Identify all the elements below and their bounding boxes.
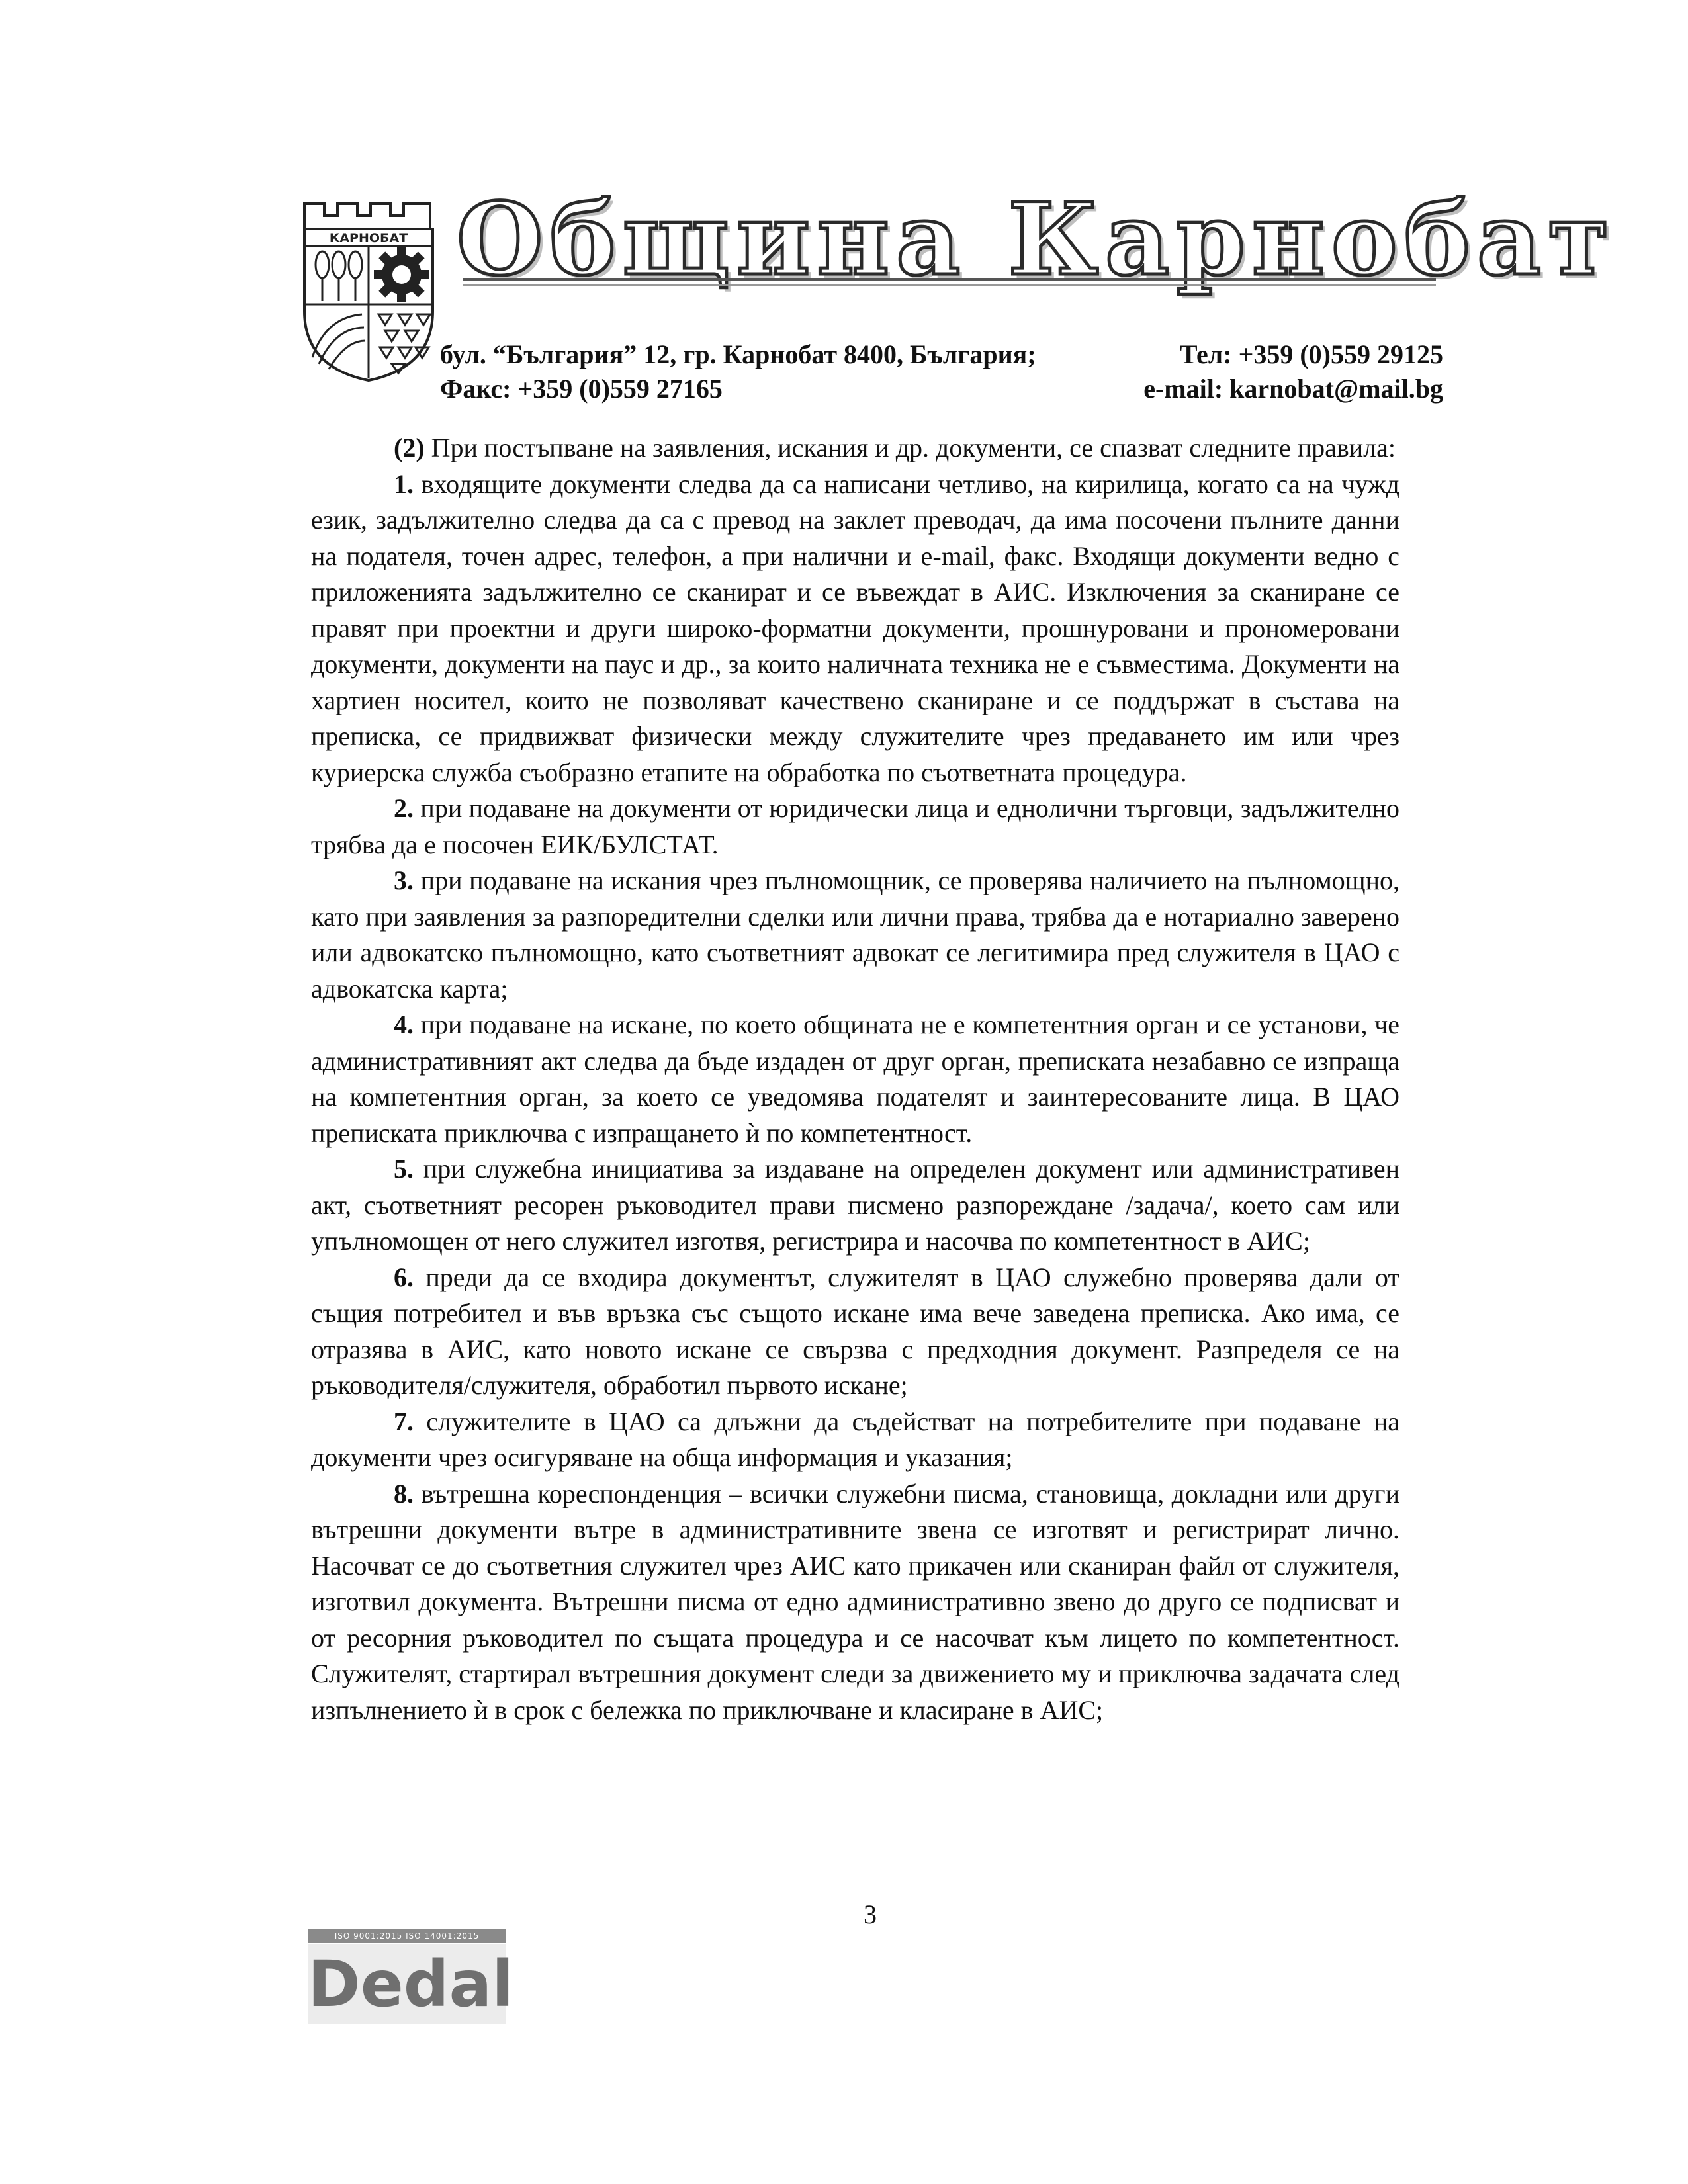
rule-text: служителите в ЦАО са длъжни да съдействат на потребителите при подаване на документи чрез осигуряване на обща информация и указания;	[311, 1406, 1399, 1472]
rule-number: 2.	[394, 793, 414, 823]
rule-item	[311, 1151, 1399, 1260]
rule-number: 6.	[394, 1262, 414, 1292]
rule-text: при подаване на искания чрез пълномощник, се проверява наличието на пълномощно, като при заявления за разпоредителни сделки или лични права, трябва да е нотариално заверено или адвокатско пълномощно, като съответният адвокат се легитимира пред служителя в ЦАО с адвокатска карта;	[311, 865, 1399, 1004]
rule-item	[311, 1404, 1399, 1476]
certification-brand: Dedal	[308, 1944, 506, 2024]
rule-text: при подаване на искане, по което общината не е компетентния орган и се установи, че административният акт следва да бъде издаден от друг орган, преписката незабавно се изпраща на компетентния орган, за което се уведомява подателят и заинтересованите лица. В ЦАО преписката приключва с изпращането ѝ по компетентност.	[311, 1010, 1399, 1148]
svg-text:КАРНОБАТ: КАРНОБАТ	[329, 231, 408, 245]
address-line: бул. “България” 12, гр. Карнобат 8400, България;	[440, 339, 1036, 369]
rule-number: 5.	[394, 1154, 414, 1184]
rule-item	[311, 1476, 1399, 1729]
rule-item	[311, 1007, 1399, 1151]
certification-logo	[308, 1929, 514, 2025]
document-body	[311, 430, 1399, 1728]
contact-address	[440, 337, 1036, 406]
rule-item	[311, 1260, 1399, 1404]
rule-number: 7.	[394, 1406, 414, 1436]
rule-text: при служебна инициатива за издаване на определен документ или административен акт, съответният ресорен ръководител прави писмено разпореждане /задача/, което сам или упълномощен от него служител изготвя, регистрира и насочва по компетентност в АИС;	[311, 1154, 1399, 1256]
rule-text: преди да се входира документът, служителят в ЦАО служебно проверява дали от същия потребител и във връзка със същото искане има вече заведена преписка. Ако има, се отразява в АИС, като новото искане се свързва с предходния документ. Разпределя се на ръководителя/служителя, обработил първото искане;	[311, 1262, 1399, 1400]
rule-number: 1.	[394, 468, 414, 499]
paragraph-text: При постъпване на заявления, искания и др. документи, се спазват следните правила:	[424, 433, 1396, 462]
rule-number: 4.	[394, 1010, 414, 1039]
municipality-crest-icon	[299, 198, 438, 384]
certification-strip: ISO 9001:2015 ISO 14001:2015	[308, 1929, 506, 1943]
header-divider	[463, 278, 1436, 281]
intro-paragraph	[311, 430, 1399, 466]
header-divider-thin	[463, 284, 1436, 286]
phone-line: Тел: +359 (0)559 29125	[1179, 339, 1443, 369]
rule-item	[311, 863, 1399, 1007]
page-number: 3	[864, 1900, 877, 1929]
rule-item	[311, 466, 1399, 791]
email-line: e-mail: karnobat@mail.bg	[1143, 374, 1443, 404]
rule-text: вътрешна кореспонденция – всички служебни писма, становища, докладни или други вътрешни документи вътре в административните звена се изготвят и регистрират лично. Насочват се до съответния служител чрез АИС като прикачен или сканиран файл от служителя, изготвил документа. Вътрешни писма от едно административно звено до друго се подписват и от ресорния ръководител по същата процедура и се насочват към лицето по компетентност. Служителят, стартирал вътрешния документ следи за движението му и приключва задачата след изпълнението ѝ в срок с бележка по приключване и класиране в АИС;	[311, 1478, 1399, 1725]
rule-number: 3.	[394, 865, 414, 895]
contact-phone-email	[1143, 337, 1443, 406]
municipality-title: Община Карнобат	[457, 181, 1617, 298]
rule-item	[311, 791, 1399, 863]
rule-text: входящите документи следва да са написани четливо, на кирилица, когато са на чужд език, задължително следва да са с превод на заклет преводач, да има посочени пълните данни на подателя, точен адрес, телефон, а при налични и e-mail, факс. Входящи документи ведно с приложенията задължително се сканират и се въвеждат в АИС. Изключения за сканиране се правят при проектни и други широко-форматни документи, прошнуровани и прономеровани документи, документи на паус и др., за които наличната техника не е съвместима. Документи на хартиен носител, които не позволяват качествено сканиране и се поддържат в състава на преписка, се придвижват физически между служителите чрез предаването им или чрез куриерска служба съобразно етапите на обработка по съответната процедура.	[311, 468, 1399, 787]
rule-number: 8.	[394, 1478, 414, 1508]
rule-text: при подаване на документи от юридически лица и еднолични търговци, задължително трябва да е посочен ЕИК/БУЛСТАТ.	[311, 793, 1399, 859]
paragraph-number: (2)	[394, 433, 425, 462]
fax-line: Факс: +359 (0)559 27165	[440, 374, 723, 404]
